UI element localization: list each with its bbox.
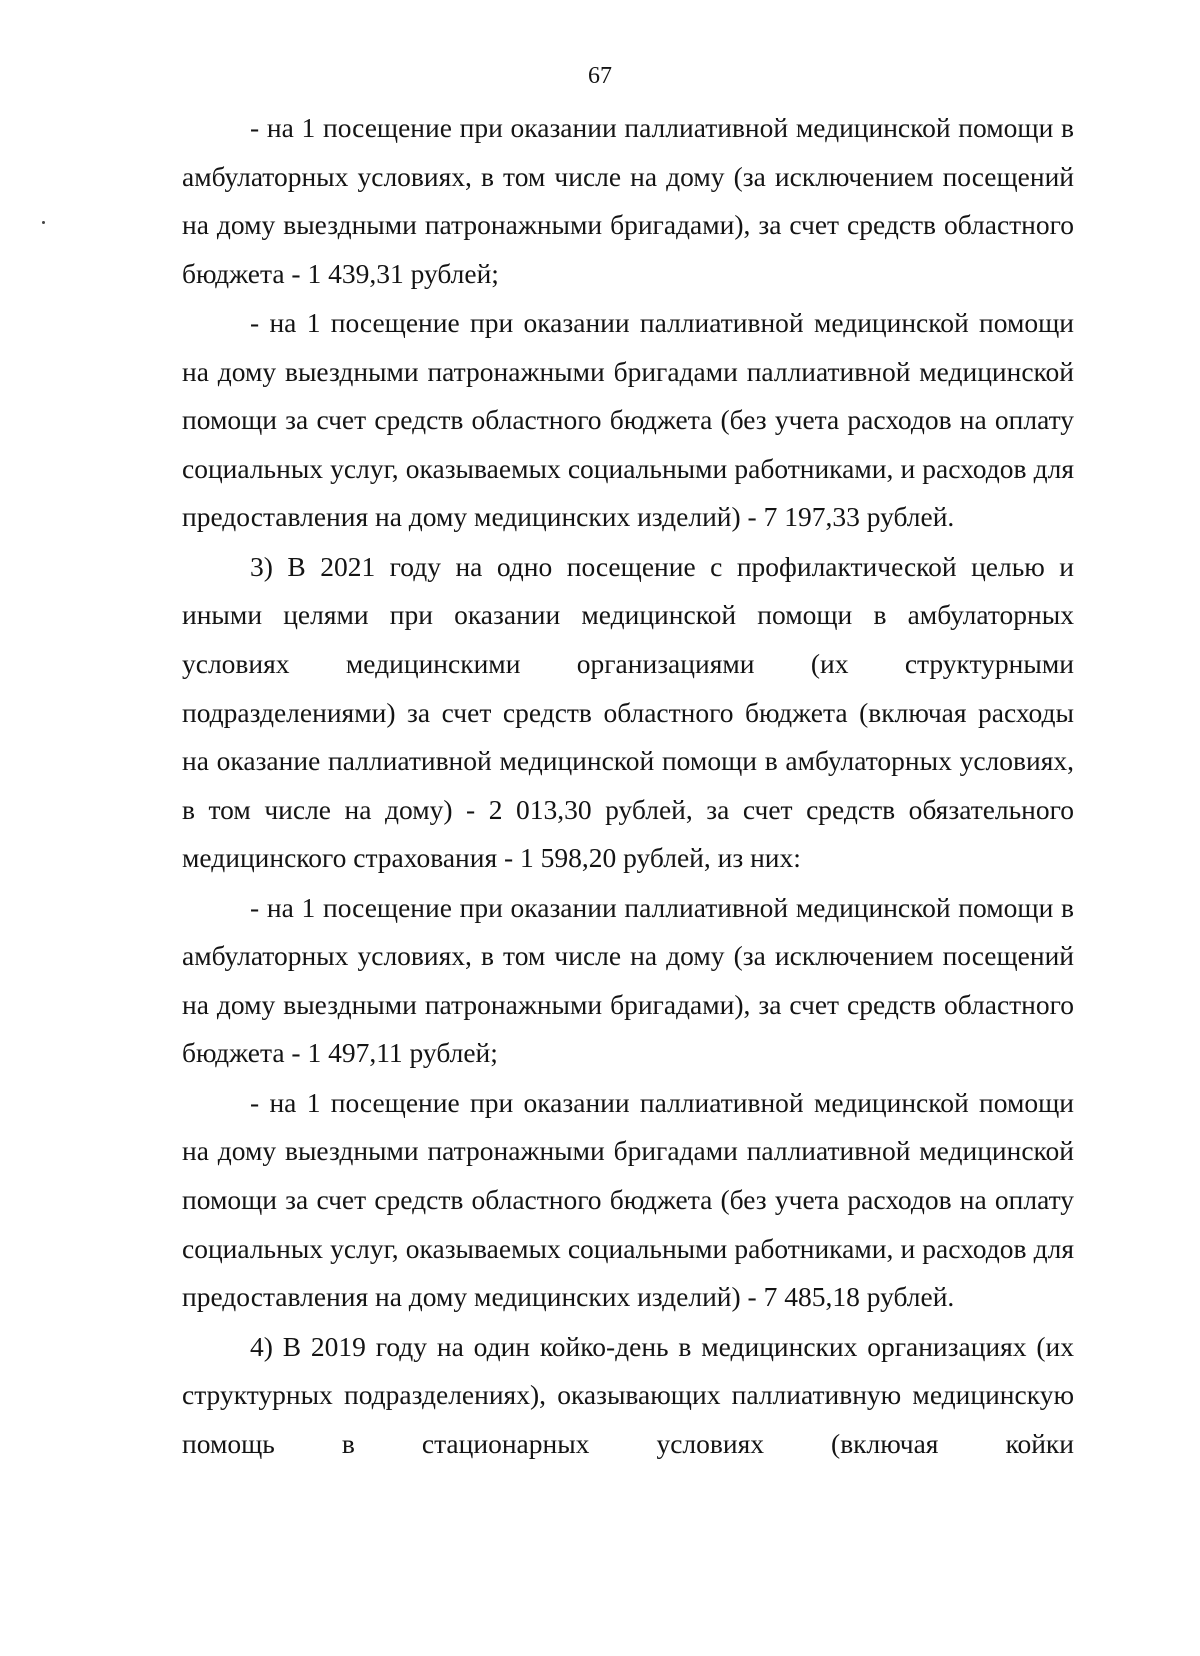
document-body (182, 104, 1074, 1469)
paragraph-item-4-bed-day-2019: 4) В 2019 году на один койко-день в медицинских организациях (их структурных подразделениях), оказывающих паллиативную медицинскую помощь в стационарных условиях (включая койки (182, 1330, 1074, 1459)
paragraph-palliative-visit-2021: - на 1 посещение при оказании паллиативной медицинской помощи в амбулаторных условиях, в том числе на дому (за исключением посещений на дому выездными патронажными бригадами), за счет средств областного бюджета - 1 497,11 рублей; (182, 891, 1074, 1069)
paragraph-patronage-visit-2020: - на 1 посещение при оказании паллиативной медицинской помощи на дому выездными патронажными бригадами паллиативной медицинской помощи за счет средств областного бюджета (без учета расходов на оплату социальных услуг, оказываемых социальными работниками, и расходов для предоставления на дому медицинских изделий) - 7 197,33 рублей. (182, 307, 1074, 533)
paragraph-item-3-year-2021: 3) В 2021 году на одно посещение с профилактической целью и иными целями при оказании медицинской помощи в амбулаторных условиях медицинскими организациями (их структурными подразделениями) за счет средств областного бюджета (включая расходы на оказание паллиативной медицинской помощи в амбулаторных условиях, в том числе на дому) - 2 013,30 рублей, за счет средств обязательного медицинского страхования - 1 598,20 рублей, из них: (182, 550, 1074, 874)
page-number: 67 (588, 63, 612, 89)
paragraph-palliative-visit-2020: - на 1 посещение при оказании паллиативной медицинской помощи в амбулаторных условиях, в том числе на дому (за исключением посещений на дому выездными патронажными бригадами), за счет средств областного бюджета - 1 439,31 рублей; (182, 112, 1074, 289)
paragraph-patronage-visit-2021: - на 1 посещение при оказании паллиативной медицинской помощи на дому выездными патронажными бригадами паллиативной медицинской помощи за счет средств областного бюджета (без учета расходов на оплату социальных услуг, оказываемых социальными работниками, и расходов для предоставления на дому медицинских изделий) - 7 485,18 рублей. (182, 1086, 1074, 1313)
scan-speck (42, 221, 45, 224)
